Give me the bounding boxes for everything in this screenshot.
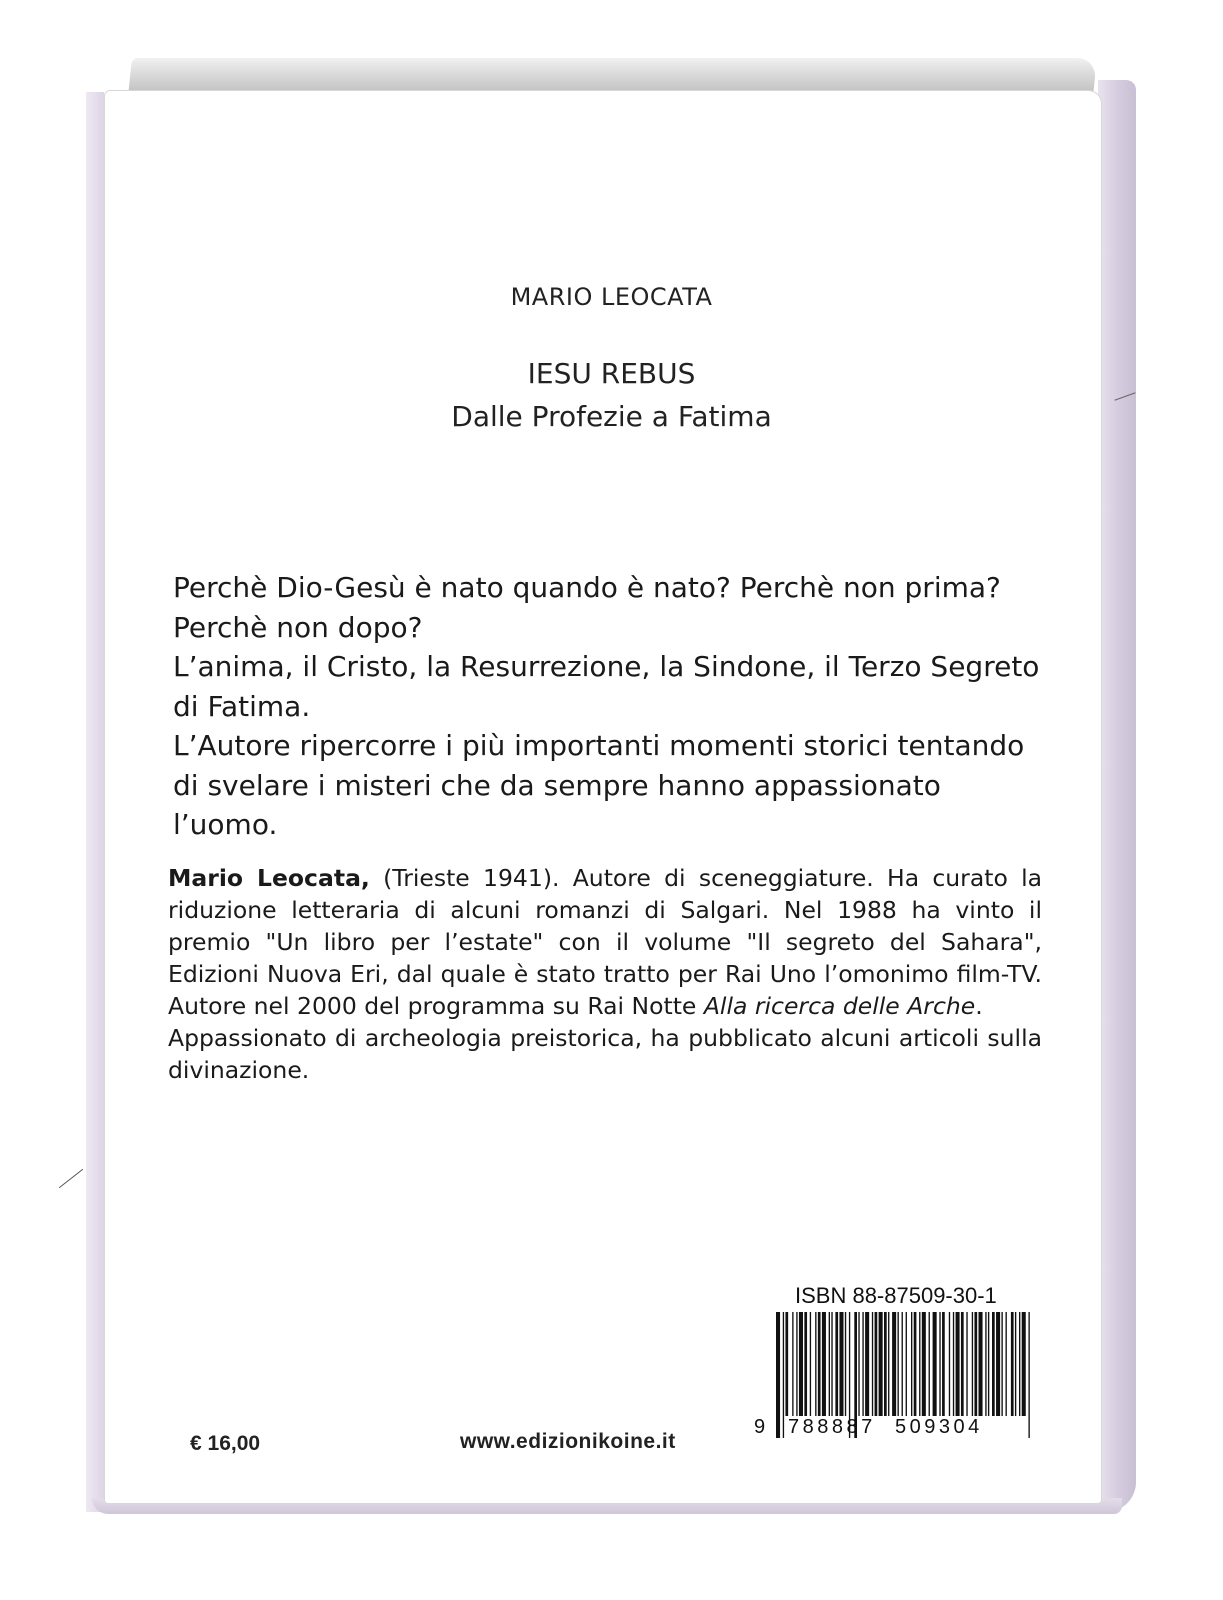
blurb bbox=[173, 568, 1043, 845]
barcode-bar bbox=[796, 1312, 797, 1416]
barcode-bar bbox=[961, 1312, 964, 1416]
price: € 16,00 bbox=[190, 1432, 261, 1455]
barcode-bar bbox=[1022, 1312, 1026, 1416]
book-title bbox=[0, 352, 1223, 438]
barcode-bar bbox=[822, 1312, 826, 1416]
barcode-bar bbox=[858, 1312, 859, 1416]
barcode-digits-left: 788887 bbox=[788, 1416, 876, 1438]
barcode-bar bbox=[942, 1312, 945, 1416]
barcode-bar bbox=[810, 1312, 811, 1416]
barcode-bar bbox=[862, 1312, 863, 1416]
barcode-digits-right: 509304 bbox=[895, 1416, 983, 1438]
barcode-bar bbox=[884, 1312, 887, 1416]
barcode bbox=[754, 1312, 1034, 1446]
barcode-bar bbox=[835, 1312, 838, 1416]
bio-author-name: Mario Leocata, bbox=[168, 864, 370, 892]
blurb-paragraph: L’anima, il Cristo, la Resurrezione, la Sindone, il Terzo Segreto di Fatima. bbox=[173, 650, 1040, 723]
bio-text-end: . bbox=[975, 992, 983, 1020]
barcode-bar bbox=[956, 1312, 960, 1416]
barcode-bar bbox=[902, 1312, 903, 1416]
barcode-bar bbox=[1019, 1312, 1020, 1416]
isbn: ISBN 88-87509-30-1 bbox=[795, 1283, 997, 1308]
barcode-bar bbox=[988, 1312, 989, 1416]
barcode-bar bbox=[911, 1312, 912, 1416]
author-name-header: MARIO LEOCATA bbox=[510, 283, 713, 311]
blurb-paragraph: L’Autore ripercorre i più importanti momenti storici tentando di svelare i misteri che da sempre hanno appassionato l’uomo. bbox=[173, 729, 1025, 841]
barcode-bar bbox=[972, 1312, 973, 1416]
barcode-bar bbox=[992, 1312, 995, 1416]
barcode-bar bbox=[929, 1312, 930, 1416]
barcode-bar bbox=[1006, 1312, 1007, 1416]
barcode-bar bbox=[996, 1312, 1000, 1416]
barcode-bar bbox=[792, 1312, 793, 1416]
barcode-bar bbox=[799, 1312, 803, 1416]
barcode-bar bbox=[818, 1312, 821, 1416]
barcode-bar bbox=[949, 1312, 950, 1416]
barcode-bar bbox=[865, 1312, 869, 1416]
barcode-bar bbox=[815, 1312, 816, 1416]
bio-program-title: Alla ricerca delle Arche bbox=[703, 992, 976, 1020]
barcode-bar bbox=[879, 1312, 883, 1416]
barcode-first-digit: 9 bbox=[754, 1416, 766, 1438]
bio-paragraph: Appassionato di archeologia preistorica, ha pubblicato alcuni articoli sulla divinazione. bbox=[168, 1024, 1042, 1084]
barcode-bar bbox=[831, 1312, 832, 1416]
barcode-bar bbox=[888, 1312, 889, 1416]
barcode-bar bbox=[939, 1312, 940, 1416]
title-main: IESU REBUS bbox=[527, 357, 696, 390]
barcode-bar bbox=[776, 1312, 780, 1438]
barcode-bar bbox=[953, 1312, 954, 1416]
barcode-bar bbox=[979, 1312, 983, 1416]
barcode-bar bbox=[966, 1312, 967, 1416]
title-subtitle: Dalle Profezie a Fatima bbox=[451, 400, 772, 433]
scan-mark bbox=[59, 1169, 83, 1188]
barcode-bar bbox=[914, 1312, 917, 1416]
barcode-bar bbox=[1015, 1312, 1016, 1416]
barcode-bar bbox=[839, 1312, 843, 1416]
barcode-bar bbox=[845, 1312, 846, 1416]
barcode-bar bbox=[898, 1312, 899, 1416]
barcode-bar bbox=[783, 1312, 784, 1438]
blurb-paragraph: Perchè Dio-Gesù è nato quando è nato? Perchè non prima? Perchè non dopo? bbox=[173, 571, 1001, 644]
bio-paragraph bbox=[168, 862, 1042, 1022]
author-bio bbox=[168, 862, 1042, 1086]
barcode-bar bbox=[875, 1312, 878, 1416]
publisher-website: www.edizionikoine.it bbox=[460, 1430, 676, 1453]
barcode-bar bbox=[892, 1312, 896, 1416]
barcode-bar bbox=[785, 1312, 788, 1416]
bio-text: (Trieste 1941). Autore di sceneggiature. Ha curato la riduzione letteraria di alcuni romanzi di Salgari. Nel 1988 ha vinto il premio "Un libro per l’estate" con il volume "Il segreto del Sahara", Edizioni Nuova Eri, dal quale è stato tratto per Rai Uno l’omonimo film-TV. Autore nel 2000 del programma su Rai Notte bbox=[168, 864, 1043, 1020]
barcode-bar bbox=[1011, 1312, 1014, 1416]
barcode-bar bbox=[922, 1312, 926, 1416]
barcode-bar bbox=[872, 1312, 873, 1416]
barcode-bar bbox=[985, 1312, 986, 1416]
barcode-bar bbox=[974, 1312, 977, 1416]
barcode-bar bbox=[1028, 1312, 1029, 1438]
barcode-bar bbox=[804, 1312, 807, 1416]
barcode-bar bbox=[1001, 1312, 1002, 1416]
barcode-bar bbox=[906, 1312, 907, 1416]
barcode-bar bbox=[933, 1312, 937, 1416]
barcode-bar bbox=[919, 1312, 920, 1416]
barcode-bar bbox=[829, 1312, 830, 1416]
